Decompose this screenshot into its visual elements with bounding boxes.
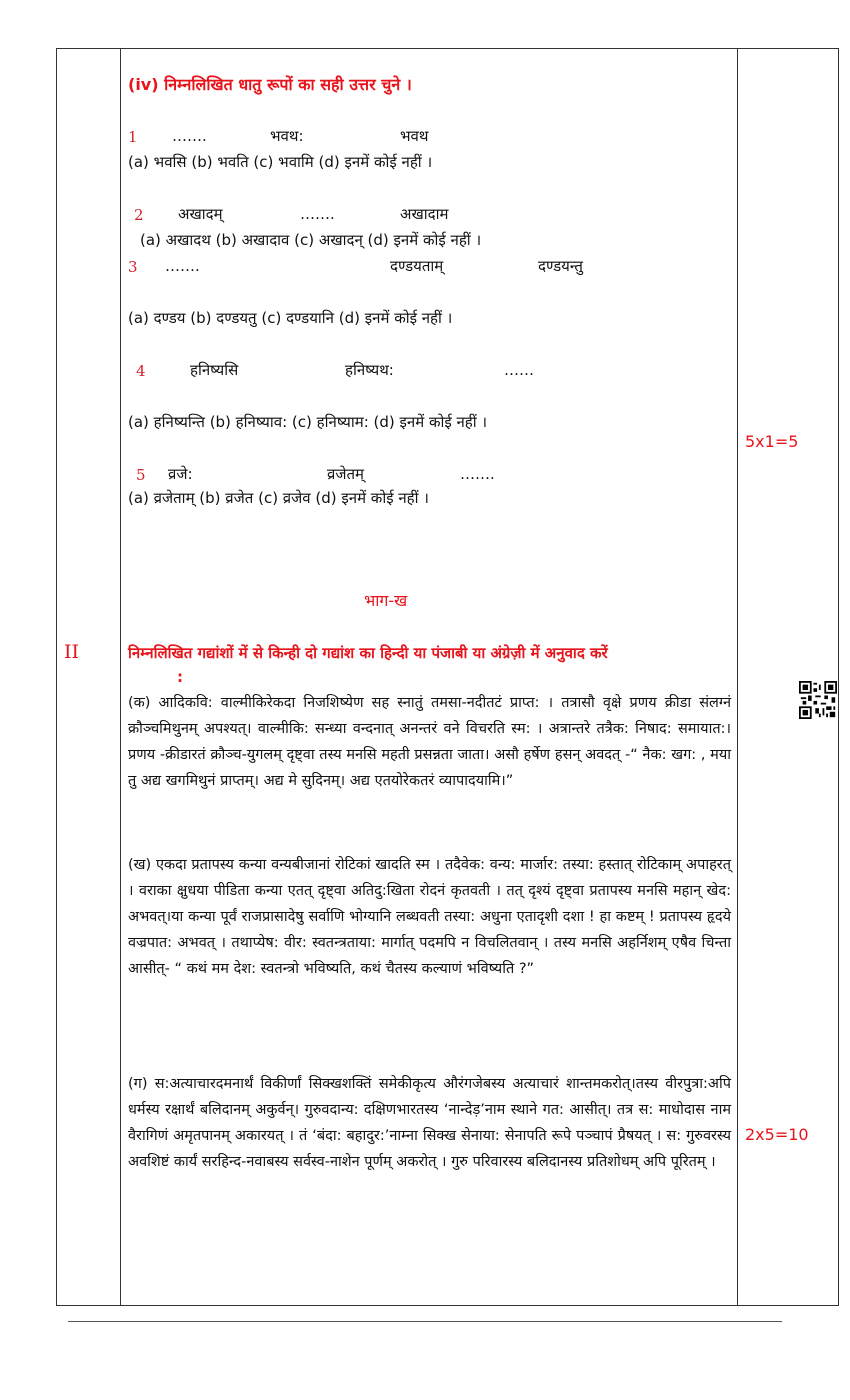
marks-part-b: 2x5=10 (745, 1125, 809, 1144)
question-cell: अखादाम (400, 205, 449, 223)
translation-instruction: निम्नलिखित गद्यांशों में से किन्ही दो गद्यांश का हिन्दी या पंजाबी या अंग्रेज़ी में अनुवाद करें (128, 644, 608, 662)
section-iv-heading: (iv) निम्नलिखित धातु रूपों का सही उत्तर चुने । (128, 75, 412, 94)
question-number: 3 (128, 258, 138, 276)
passage-kha: (ख) एकदा प्रतापस्य कन्या वन्यबीजानां रोटिकां खादति स्म । तदैवेक: वन्य: मार्जार: तस्या: हस्तात् रोटिकाम् अपाहरत् । वराका क्षुधया पीडिता कन्या एतत् दृष्ट्वा अतिदु:खिता रोदनं कृतवती । तत् दृश्यं दृष्ट्वा प्रतापस्य मनसि महान् खेद: अभवत्।या कन्या पूर्वं राजप्रासादेषु सर्वाणि भोग्यानि लब्धवती तस्या: अधुना एतादृशी दशा ! हा कष्टम् ! प्रतापस्य हृदये वज्रपात: अभवत् । तथाप्येष: वीर: स्वतन्त्रताया: मार्गात् पदमपि न विचलितवान् । तस्य मनसि अहर्निशम् एषैव चिन्ता आसीत्- “ कथं मम देश: स्वतन्त्रो भविष्यति, कथं चैतस्य कल्याणं भविष्यति ?” (128, 857, 731, 977)
passage-ga: (ग) स:अत्याचारदमनार्थं विकीर्णां सिक्खशक्तिं समेकीकृत्य औरंगजेबस्य अत्याचारं शान्तमकरोत्।तस्य वीरपुत्रा:अपि धर्मस्य रक्षार्थं बलिदानम् अकुर्वन्। गुरुवदान्य: दक्षिणभारतस्य ‘नान्देड़’नाम स्थाने गत: आसीत्। तत्र स: माधोदास नाम वैरागिणं अमृतपानम् अकारयत् । तं ‘बंदा: बहादुर:’नाम्ना सिक्ख सेनाया: सेनापति रूपे पञ्चापं प्रैषयत् । स: गुरुवरस्य अवशिष्टं कार्यं सरहिन्द-नवाबस्य सर्वस्व-नाशेन पूर्णम् अकरोत् । गुरु परिवारस्य बलिदानस्य प्रतिशोधम् अपि पूरितम् । (128, 1076, 731, 1170)
question-cell: भवथ (400, 127, 429, 145)
answer-options: (a) दण्डय (b) दण्डयतु (c) दण्डयानि (d) इनमें कोई नहीं । (128, 309, 453, 327)
part-b-title: भाग-ख (364, 591, 408, 610)
column-divider-1 (120, 49, 121, 1305)
question-cell: …… (504, 361, 534, 379)
question-number: 4 (136, 362, 146, 380)
column-divider-2 (737, 49, 738, 1305)
question-number: 2 (134, 206, 144, 224)
question-cell: ……. (460, 465, 495, 483)
qr-code-icon (799, 681, 837, 719)
instruction-colon: : (177, 668, 183, 686)
question-cell: दण्डयताम् (390, 257, 444, 275)
answer-options: (a) अखादथ (b) अखादाव (c) अखादन् (d) इनमें कोई नहीं । (140, 231, 482, 249)
question-cell: ……. (300, 205, 335, 223)
question-cell: ……. (172, 127, 207, 145)
question-cell: व्रजे: (168, 465, 193, 483)
question-number: 5 (136, 466, 146, 484)
passage-ka: (क) आदिकवि: वाल्मीकिरेकदा निजशिष्येण सह स्नातुं तमसा-नदीतटं प्राप्त: । तत्रासौ वृक्षे प्रणय क्रीडा संलग्नं क्रौञ्चमिथुनम् अपश्यत्। वाल्मीकि: सन्ध्या वन्दनात् अनन्तरं वने विचरति स्म: । अत्रान्तरे तत्रैक: निषाद: समायात:। प्रणय -क्रीडारतं क्रौञ्च-युगलम् दृष्ट्वा तस्य मनसि महती प्रसन्नता जाता। असौ हर्षेण हसन् अवदत् -“ नैक: खग: , मया तु अद्य खगमिथुनं प्राप्तम्। अद्य मे सुदिनम्। अद्य एतयोरेकतरं व्यापादयामि।” (128, 695, 731, 789)
question-cell: अखादम् (178, 205, 223, 223)
question-number: 1 (128, 128, 138, 146)
answer-options: (a) व्रजेताम् (b) व्रजेत (c) व्रजेव (d) इनमें कोई नहीं । (128, 489, 429, 507)
footer-divider (68, 1321, 782, 1322)
marks-section-iv: 5x1=5 (745, 432, 799, 451)
question-cell: हनिष्यथ: (345, 361, 394, 379)
answer-options: (a) हनिष्यन्ति (b) हनिष्याव: (c) हनिष्याम: (d) इनमें कोई नहीं । (128, 413, 488, 431)
question-cell: दण्डयन्तु (538, 257, 583, 275)
question-cell: भवथ: (270, 127, 304, 145)
row-number: II (64, 641, 80, 663)
question-cell: व्रजेतम् (327, 465, 364, 483)
question-cell: हनिष्यसि (190, 361, 239, 379)
answer-options: (a) भवसि (b) भवति (c) भवामि (d) इनमें कोई नहीं । (128, 153, 433, 171)
question-cell: ……. (165, 257, 200, 275)
